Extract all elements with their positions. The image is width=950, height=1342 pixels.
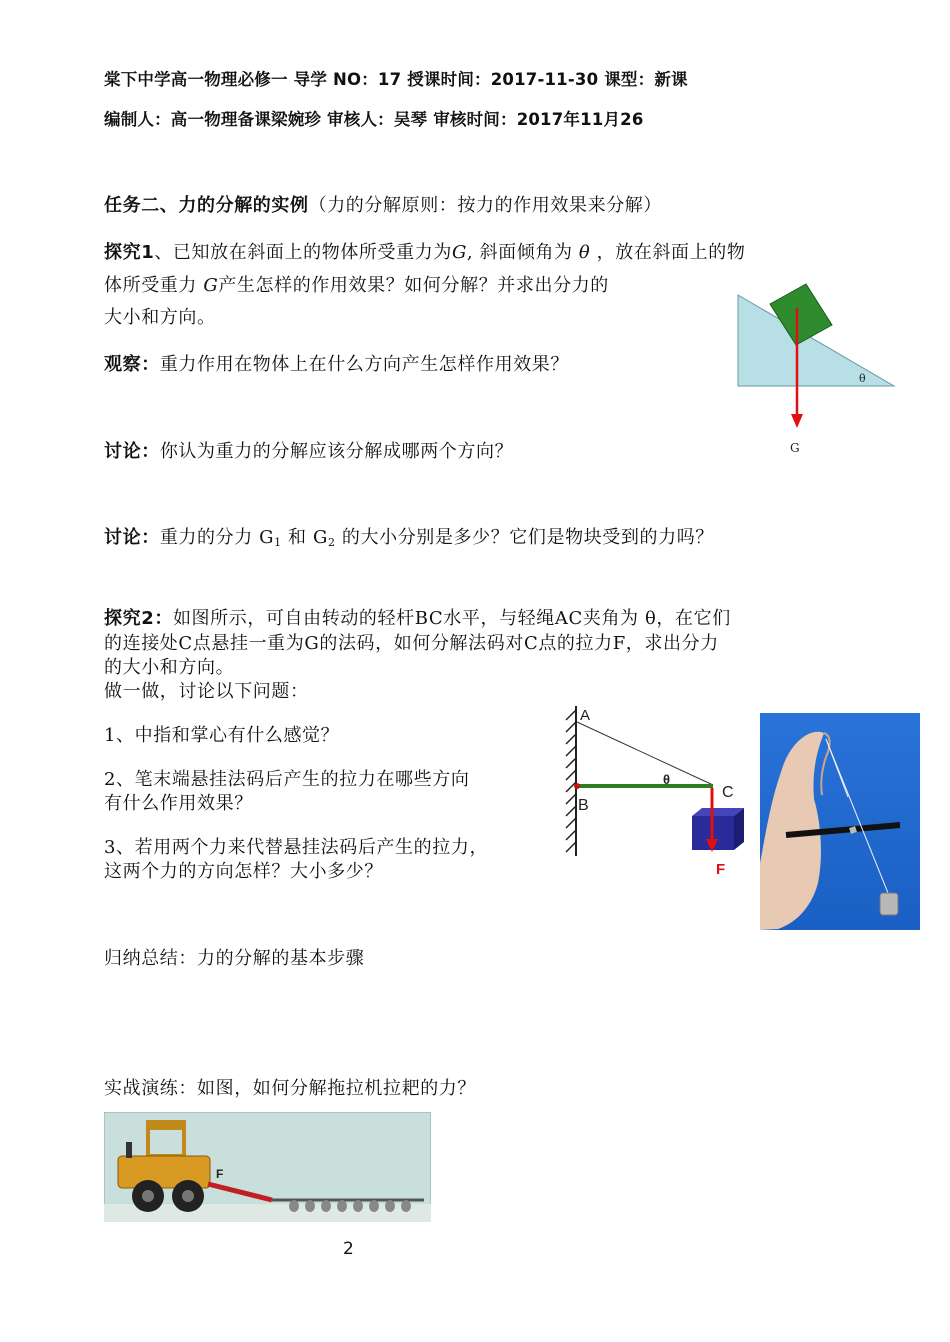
photo-weight — [880, 893, 898, 915]
discuss2-sub-2: 2 — [327, 536, 336, 549]
summary-line: 归纳总结：力的分解的基本步骤 — [104, 948, 365, 969]
explore1-theta: θ — [578, 242, 591, 263]
practice-line: 实战演练：如图，如何分解拖拉机拉耙的力？ — [104, 1078, 476, 1099]
explore1-text-c: ，放在斜面上的物 — [590, 242, 746, 263]
incline-theta-label: θ — [859, 372, 866, 385]
wheel-hub-rear — [182, 1190, 194, 1202]
gravity-arrow-head — [791, 414, 803, 428]
page-number: 2 — [343, 1239, 354, 1259]
wheel-hub-front — [142, 1190, 154, 1202]
explore2-line-1 — [104, 604, 731, 630]
label-c: C — [722, 784, 734, 801]
explore2-line-4: 做一做，讨论以下问题： — [104, 681, 309, 702]
rod-rope-figure — [556, 700, 752, 880]
explore1-line-3: 大小和方向。 — [104, 307, 216, 328]
question-2-line-2: 有什么作用效果？ — [104, 793, 253, 814]
explore1-g-2: G — [203, 275, 219, 296]
incline-figure — [730, 282, 905, 462]
discuss2-text-a: 重力的分力 G — [159, 527, 275, 548]
explore1-label: 探究1 — [104, 242, 155, 263]
rope-ac — [577, 722, 713, 785]
label-b: B — [578, 797, 589, 814]
discuss1-text: 你认为重力的分解应该分解成哪两个方向？ — [159, 441, 514, 462]
hinge-b — [574, 783, 580, 789]
explore1-text-b: , 斜面倾角为 — [466, 242, 579, 263]
observe-line — [104, 350, 569, 376]
label-theta: θ — [663, 772, 671, 787]
discuss2-sub-1: 1 — [274, 536, 282, 549]
pen-band — [850, 829, 856, 831]
observe-label: 观察： — [104, 354, 160, 375]
wall-hatching — [566, 710, 576, 852]
discuss2-line — [104, 523, 714, 549]
label-a: A — [580, 707, 591, 724]
discuss1-label: 讨论： — [104, 441, 160, 462]
discuss2-text-b: 和 G — [281, 527, 328, 548]
label-f: F — [716, 861, 726, 878]
task-principle: （力的分解原则：按力的作用效果来分解） — [308, 195, 663, 216]
explore2-line-2: 的连接处C点悬挂一重为G的法码，如何分解法码对C点的拉力F，求出分力 — [104, 633, 719, 654]
explore1-line-2 — [104, 271, 609, 297]
explore1-line-1 — [104, 238, 745, 264]
explore2-line-3: 的大小和方向。 — [104, 657, 235, 678]
explore1-text-a: 、已知放在斜面上的物体所受重力为 — [154, 242, 452, 263]
question-3-line-1: 3、若用两个力来代替悬挂法码后产生的拉力， — [104, 837, 489, 858]
explore1-line2-a: 体所受重力 — [104, 275, 204, 296]
tractor-f-label: F — [216, 1167, 224, 1181]
exhaust-pipe — [126, 1142, 132, 1158]
tractor-figure — [104, 1112, 431, 1222]
incline-g-label: G — [790, 441, 800, 455]
question-2-line-1: 2、笔末端悬挂法码后产生的拉力在哪些方向 — [104, 769, 470, 790]
question-1: 1、中指和掌心有什么感觉？ — [104, 725, 340, 746]
discuss1-line — [104, 437, 513, 463]
task-title: 任务二、力的分解的实例 — [104, 195, 309, 216]
hand-pen-photo — [760, 713, 920, 930]
explore2-text-1: 如图所示，可自由转动的轻杆BC水平，与轻绳AC夹角为 θ，在它们 — [172, 608, 731, 629]
question-3-line-2: 这两个力的方向怎样？大小多少？ — [104, 861, 383, 882]
discuss2-label: 讨论： — [104, 527, 160, 548]
explore2-label: 探究2： — [104, 608, 173, 629]
header-line-2: 编制人：高一物理备课梁婉珍 审核人：吴琴 审核时间：2017年11月26 — [104, 110, 644, 129]
header-line-1: 棠下中学高一物理必修一 导学 NO：17 授课时间：2017-11-30 课型：新课 — [104, 70, 688, 89]
observe-text: 重力作用在物体上在什么方向产生怎样作用效果？ — [159, 354, 570, 375]
discuss2-text-c: 的大小分别是多少？它们是物块受到的力吗？ — [335, 527, 714, 548]
task-heading — [104, 191, 662, 217]
explore1-g: G — [451, 242, 467, 263]
explore1-line2-b: 产生怎样的作用效果？如何分解？并求出分力的 — [218, 275, 609, 296]
